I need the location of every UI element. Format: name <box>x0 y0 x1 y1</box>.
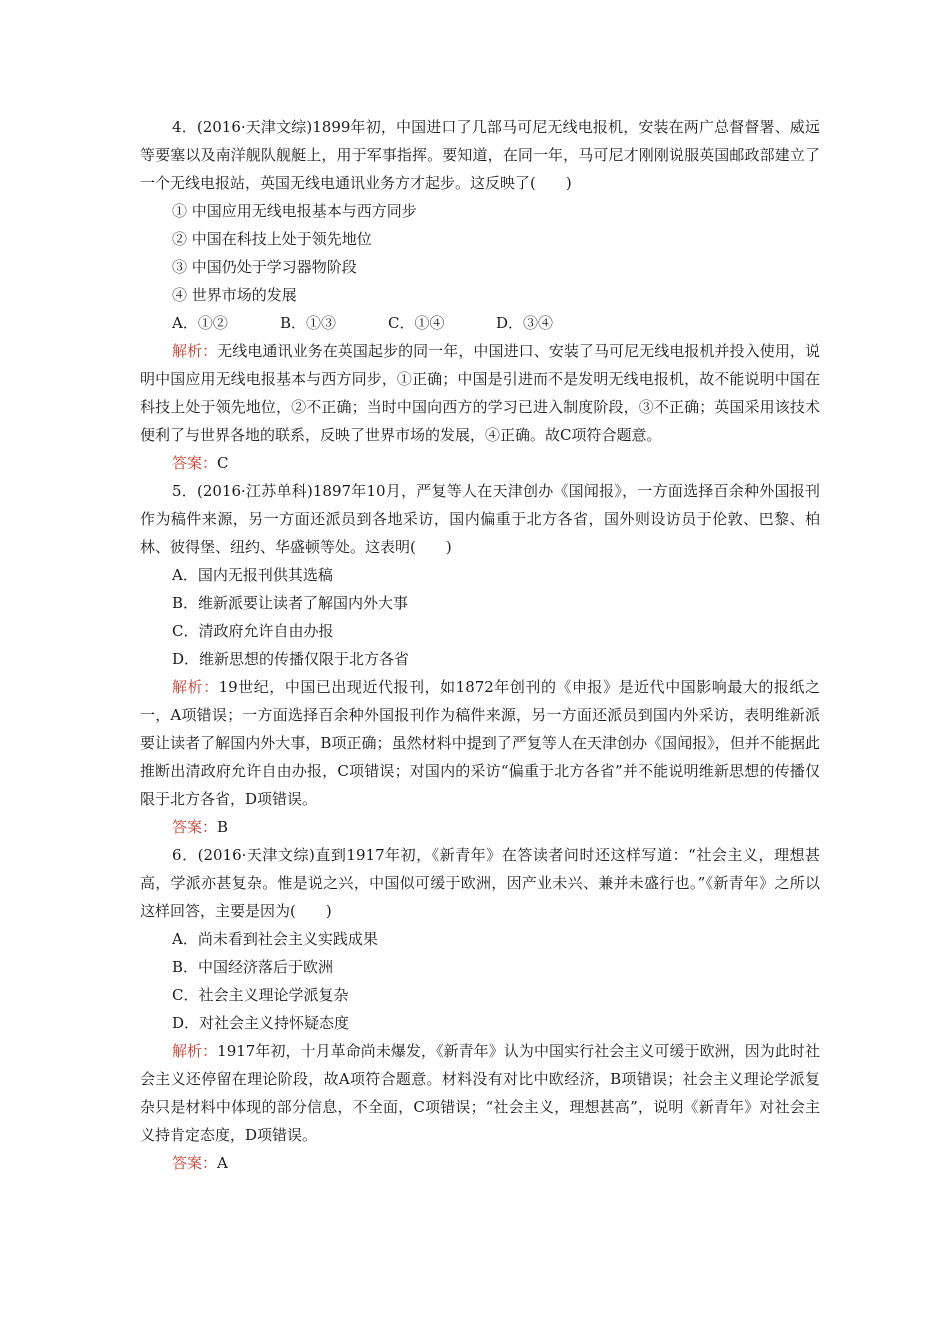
question-4-item-1: ① 中国应用无线电报基本与西方同步 <box>172 202 417 220</box>
question-6-option-d: D．对社会主义持怀疑态度 <box>172 1014 350 1032</box>
answer-value: C <box>217 454 229 472</box>
answer-value: B <box>217 818 229 836</box>
answer-label: 答案： <box>172 818 218 836</box>
question-4-item-2: ② 中国在科技上处于领先地位 <box>172 230 372 248</box>
answer-value: A <box>217 1154 228 1172</box>
question-6-answer <box>140 1149 820 1177</box>
question-5-stem: 5．(2016·江苏单科)1897年10月，严复等人在天津创办《国闻报》，一方面选择百余种外国报刊作为稿件来源，另一方面还派员到各地采访，国内偏重于北方各省，国外则设访员于伦敦、巴黎、柏林、彼得堡、纽约、华盛顿等处。这表明( ) <box>140 482 820 556</box>
question-4-item-4: ④ 世界市场的发展 <box>172 286 297 304</box>
question-4-choices <box>140 309 820 337</box>
question-4-choice-a: A．①② <box>172 314 228 332</box>
analysis-text: 1917年初，十月革命尚未爆发，《新青年》认为中国实行社会主义可缓于欧洲，因为此时社会主义还停留在理论阶段，故A项符合题意。材料没有对比中欧经济，B项错误；社会主义理论学派复杂只是材料中体现的部分信息，不全面，C项错误；“社会主义，理想甚高”，说明《新青年》对社会主义持肯定态度，D项错误。 <box>140 1042 820 1144</box>
analysis-label: 解析： <box>172 678 219 696</box>
question-4-choice-b: B．①③ <box>280 314 337 332</box>
question-4-answer <box>140 449 820 477</box>
question-5-option-a: A．国内无报刊供其选稿 <box>172 566 333 584</box>
answer-label: 答案： <box>172 454 218 472</box>
question-6-option-c: C．社会主义理论学派复杂 <box>172 986 349 1004</box>
question-6-option-a: A．尚未看到社会主义实践成果 <box>172 930 378 948</box>
question-4-item-3: ③ 中国仍处于学习器物阶段 <box>172 258 357 276</box>
analysis-text: 无线电通讯业务在英国起步的同一年，中国进口、安装了马可尼无线电报机并投入使用，说明中国应用无线电报基本与西方同步，①正确；中国是引进而不是发明无线电报机，故不能说明中国在科技上处于领先地位，②不正确；当时中国向西方的学习已进入制度阶段，③不正确；英国采用该技术便利了与世界各地的联系，反映了世界市场的发展，④正确。故C项符合题意。 <box>140 342 820 444</box>
document-content <box>140 113 820 1177</box>
question-6-option-b: B．中国经济落后于欧洲 <box>172 958 334 976</box>
question-4-stem: 4．(2016·天津文综)1899年初，中国进口了几部马可尼无线电报机，安装在两广总督督署、威远等要塞以及南洋舰队舰艇上，用于军事指挥。要知道，在同一年，马可尼才刚刚说服英国邮政部建立了一个无线电报站，英国无线电通讯业务方才起步。这反映了( ) <box>140 118 820 192</box>
analysis-label: 解析： <box>172 1042 218 1060</box>
question-5-option-b: B．维新派要让读者了解国内外大事 <box>172 594 409 612</box>
question-4-choice-d: D．③④ <box>496 314 554 332</box>
question-6-analysis <box>140 1037 820 1149</box>
analysis-text: 19世纪，中国已出现近代报刊，如1872年创刊的《申报》是近代中国影响最大的报纸之一，A项错误；一方面选择百余种外国报刊作为稿件来源，另一方面还派员到国内外采访，表明维新派要让读者了解国内外大事，B项正确；虽然材料中提到了严复等人在天津创办《国闻报》，但并不能据此推断出清政府允许自由办报，C项错误；对国内的采访“偏重于北方各省”并不能说明维新思想的传播仅限于北方各省，D项错误。 <box>140 678 820 808</box>
analysis-label: 解析： <box>172 342 218 360</box>
question-5-answer <box>140 813 820 841</box>
question-5-option-d: D．维新思想的传播仅限于北方各省 <box>172 650 410 668</box>
answer-label: 答案： <box>172 1154 218 1172</box>
question-5-analysis <box>140 673 820 813</box>
question-4-analysis <box>140 337 820 449</box>
question-4-choice-c: C．①④ <box>388 314 445 332</box>
question-6-stem: 6．(2016·天津文综)直到1917年初，《新青年》在答读者问时还这样写道：“社会主义，理想甚高，学派亦甚复杂。惟是说之兴，中国似可缓于欧洲，因产业未兴、兼并未盛行也。”《新青年》之所以这样回答，主要是因为( ) <box>140 846 820 920</box>
question-5-option-c: C．清政府允许自由办报 <box>172 622 334 640</box>
